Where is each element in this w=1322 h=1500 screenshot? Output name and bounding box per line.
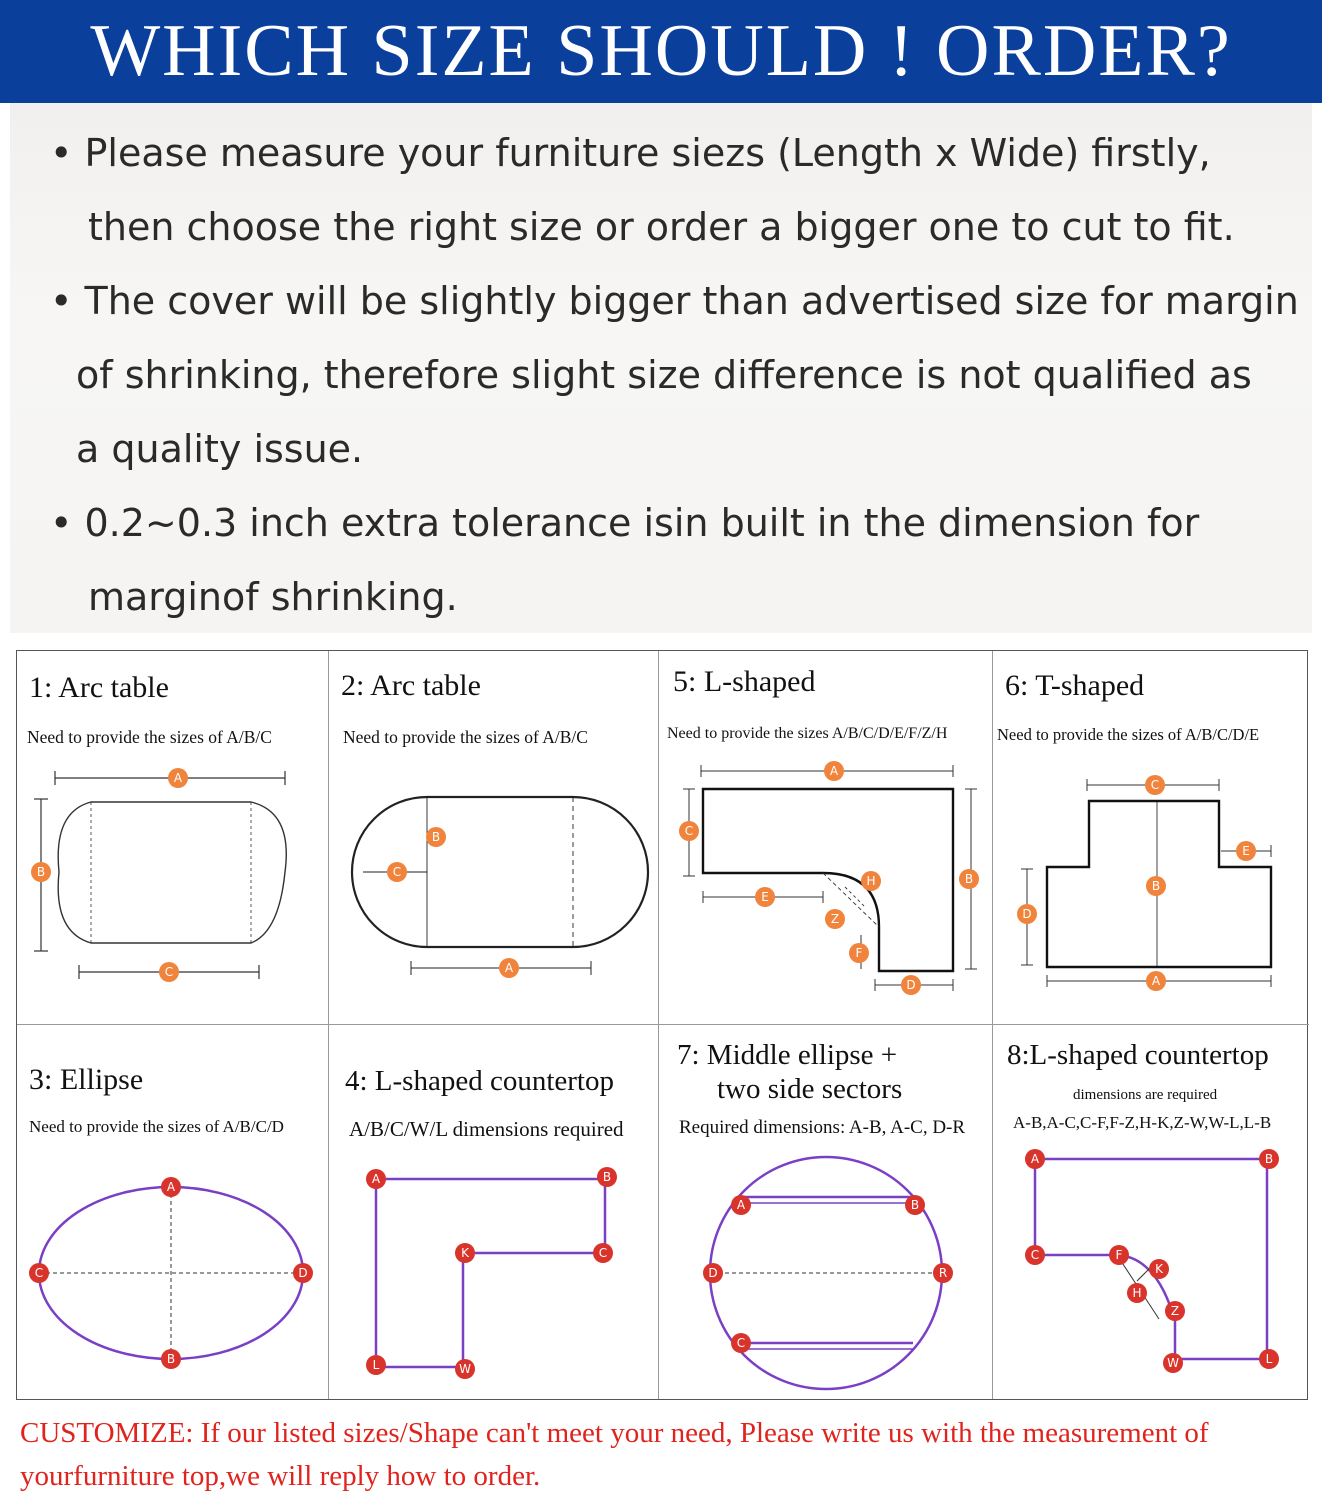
marker-label: A <box>1030 1152 1040 1166</box>
marker-label: K <box>461 1246 469 1260</box>
shape-grid <box>16 650 1308 1400</box>
marker-label: F <box>1115 1248 1123 1262</box>
marker-label: L <box>372 1358 380 1372</box>
shape-cell-arc-table-2 <box>329 651 659 1025</box>
arc-table-2-diagram <box>329 651 659 1025</box>
cell-subtitle: Need to provide the sizes of A/B/C <box>27 727 272 747</box>
marker-label: C <box>34 1266 44 1280</box>
shape-cell-middle-ellipse <box>659 1025 993 1399</box>
cell-title: 1: Arc table <box>29 671 169 704</box>
marker-label: A <box>829 764 839 778</box>
note-line: then choose the right size or order a bigger one to cut to fit. <box>88 205 1235 249</box>
instructions-panel <box>10 103 1312 633</box>
note-line: • Please measure your furniture siezs (Length x Wide) firstly, <box>50 131 1211 175</box>
ellipse-diagram <box>17 1025 329 1399</box>
marker-label: B <box>964 872 974 886</box>
marker-label: D <box>708 1266 718 1280</box>
marker-label: W <box>459 1362 471 1376</box>
marker-label: C <box>392 865 402 879</box>
cell-subtitle: Need to provide the sizes A/B/C/D/E/F/Z/H <box>667 725 948 742</box>
l-countertop-curved-diagram <box>993 1025 1309 1399</box>
cell-title-line-2: two side sectors <box>717 1073 903 1105</box>
cell-subtitle: Need to provide the sizes of A/B/C <box>343 727 588 747</box>
shape-cell-ellipse <box>17 1025 329 1399</box>
arc-table-1-diagram <box>17 651 329 1025</box>
marker-label: B <box>1264 1152 1274 1166</box>
marker-label: B <box>166 1352 176 1366</box>
cell-subtitle: A-B,A-C,C-F,F-Z,H-K,Z-W,W-L,L-B <box>1013 1113 1272 1132</box>
marker-label: A <box>736 1198 746 1212</box>
cell-subtitle: Need to provide the sizes of A/B/C/D/E <box>997 725 1260 744</box>
note-line: • 0.2~0.3 inch extra tolerance isin built in the dimension for <box>50 501 1200 545</box>
marker-label: F <box>855 946 863 960</box>
l-shaped-diagram <box>659 651 993 1025</box>
note-line: marginof shrinking. <box>88 575 458 619</box>
l-countertop-diagram <box>329 1025 659 1399</box>
cell-subtitle: A/B/C/W/L dimensions required <box>349 1117 624 1141</box>
marker-label: B <box>910 1198 920 1212</box>
cell-subtitle: Need to provide the sizes of A/B/C/D <box>29 1117 284 1136</box>
cell-title: 6: T-shaped <box>1005 669 1145 702</box>
marker-label: W <box>1167 1356 1179 1370</box>
marker-label: Z <box>1170 1304 1180 1318</box>
marker-label: A <box>166 1180 176 1194</box>
header-banner <box>0 0 1322 103</box>
marker-label: C <box>1150 778 1160 792</box>
marker-label: D <box>298 1266 308 1280</box>
note-line: • The cover will be slightly bigger than advertised size for margin <box>50 279 1299 323</box>
shape-cell-t-shaped <box>993 651 1309 1025</box>
customize-note: CUSTOMIZE: If our listed sizes/Shape can't meet your need, Please write us with the measurement of yourfurniture top,we will reply how to order. <box>20 1417 1209 1492</box>
marker-label: E <box>761 890 769 904</box>
marker-label: C <box>164 965 174 979</box>
note-line: a quality issue. <box>76 427 364 471</box>
marker-label: L <box>1265 1352 1273 1366</box>
marker-label: B <box>36 865 46 879</box>
marker-label: R <box>938 1266 948 1280</box>
marker-label: C <box>1030 1248 1040 1262</box>
shape-cell-l-countertop-curved <box>993 1025 1309 1399</box>
marker-label: C <box>684 824 694 838</box>
marker-label: D <box>906 978 916 992</box>
marker-label: B <box>1151 879 1161 893</box>
marker-label: B <box>602 1170 612 1184</box>
marker-label: Z <box>830 912 840 926</box>
marker-label: H <box>866 874 876 888</box>
marker-label: H <box>1132 1286 1142 1300</box>
marker-label: C <box>598 1246 608 1260</box>
shape-cell-l-shaped <box>659 651 993 1025</box>
cell-title: 4: L-shaped countertop <box>345 1065 614 1097</box>
shape-cell-l-countertop <box>329 1025 659 1399</box>
cell-subtitle: Required dimensions: A-B, A-C, D-R <box>679 1117 966 1138</box>
cell-title: 2: Arc table <box>341 669 481 702</box>
shape-cell-arc-table-1 <box>17 651 329 1025</box>
cell-subtitle-line-1: dimensions are required <box>1073 1087 1218 1103</box>
marker-label: D <box>1022 907 1032 921</box>
marker-label: A <box>173 771 183 785</box>
cell-title: 8:L-shaped countertop <box>1007 1039 1269 1071</box>
marker-label: E <box>1242 844 1250 858</box>
t-shaped-diagram <box>993 651 1309 1025</box>
middle-ellipse-diagram <box>659 1025 993 1399</box>
marker-label: B <box>431 830 441 844</box>
cell-title: 5: L-shaped <box>673 665 816 698</box>
note-line: of shrinking, therefore slight size difference is not qualified as <box>76 353 1252 397</box>
cell-title: 3: Ellipse <box>29 1063 144 1096</box>
cell-title: 7: Middle ellipse + <box>677 1039 898 1071</box>
marker-label: A <box>1151 974 1161 988</box>
marker-label: C <box>736 1336 746 1350</box>
marker-label: K <box>1155 1262 1163 1276</box>
marker-label: A <box>371 1172 381 1186</box>
page-title: WHICH SIZE SHOULD ! ORDER? <box>90 10 1232 92</box>
marker-label: A <box>504 961 514 975</box>
